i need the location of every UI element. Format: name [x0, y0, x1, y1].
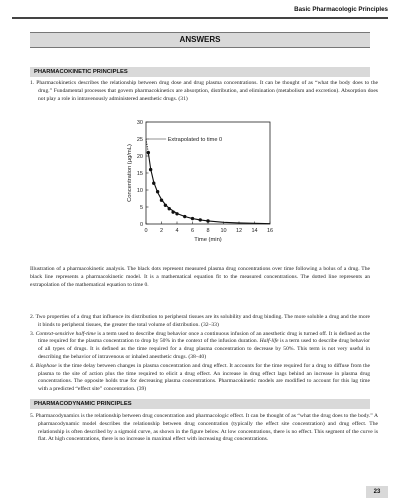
x-tick-label: 8: [206, 228, 210, 234]
measured-point: [152, 182, 155, 185]
y-axis-label: Concentration (µg/mL): [127, 144, 133, 202]
measured-point: [206, 219, 209, 222]
measured-point: [156, 190, 159, 193]
answer-1: 1. Pharmacokinetics describes the relationship between drug dose and drug plasma concentrations. It can be thought of as “what the body does to the drug.” Fundamental processes that govern pharmacokinetics are absorption, distribution, and elimination (metabolism and excretion). Absorption does not play a role in intravenously administered anesthetic drugs. (31): [30, 80, 378, 102]
answer-3-text-b: is a term used to describe drug behavior of all types of drugs. It is defined as the time required for a drug plasma concentration to decrease by 50%. This term is not very useful in describing the behavior of intravenous or inhaled anesthetic drugs. (38–40): [38, 338, 371, 360]
x-tick-label: 16: [266, 228, 274, 234]
x-tick-label: 12: [235, 228, 243, 234]
chart-svg: [98, 116, 298, 254]
answer-5: 5. Pharmacodynamics is the relationship between drug concentration and pharmacologic effect. It can be thought of as “what the drug does to the body.” A pharmacodynamic model describes the relationship between drug concentration (typically the effect site concentration) and drug effect. The relationship is often described by a sigmoid curve, as shown in the figure below. At low concentrations, there is no effect. This segment of the curve is flat. At high concentrations, there is no increase in maximal effect with increasing drug concentrations.: [30, 413, 378, 443]
term-context-sensitive-half-time: Context-sensitive half-time: [35, 330, 96, 337]
answers-heading: ANSWERS: [30, 32, 370, 48]
annotation-label: Extrapolated to time 0: [167, 137, 223, 143]
measured-point: [147, 151, 150, 154]
answer-4-text: is the time delay between changes in plasma concentration and drug effect. It accounts for the time required for a drug to diffuse from the plasma to the site of action plus the time required to elicit a drug effect. An increase in drug effect lags behind an increase in plasma drug concentrations. The opposite holds true for decreasing plasma concentrations. Pharmacokinetic models are modified to account for this lag time with a predicted “effect site” concentration. (39): [38, 362, 370, 393]
answer-3: [30, 331, 370, 362]
y-tick-label: 30: [136, 120, 143, 126]
answer-3-number: 3.: [30, 330, 36, 337]
measured-point: [183, 215, 186, 218]
page-number: 23: [366, 486, 388, 498]
x-tick-label: 6: [190, 228, 195, 234]
x-tick-label: 0: [144, 228, 148, 234]
y-tick-label: 5: [139, 205, 143, 211]
y-tick-label: 25: [136, 137, 143, 143]
y-tick-label: 20: [136, 154, 143, 160]
x-tick-label: 2: [159, 228, 164, 234]
header-rule: [12, 17, 388, 19]
figure-caption: Illustration of a pharmacokinetic analysis. The black dots represent measured plasma drug concentrations over time following a bolus of a drug. The black line represents a pharmacokinetic model. It is a mathematical equation fit to the measured concentrations. The dotted line represents an extrapolation of the mathematical equation to time 0.: [30, 266, 370, 288]
measured-point: [171, 210, 174, 213]
term-half-life: Half-life: [259, 338, 279, 345]
measured-point: [168, 207, 171, 210]
answer-3-text-a: is a term used to describe drug behavior once a continuous infusion of an anesthetic drug is turned off. It is defined as the time required for the plasma concentration to drop by 50% in the context of the infusion duration.: [38, 330, 370, 345]
x-tick-label: 14: [251, 228, 258, 234]
measured-point: [191, 217, 194, 220]
x-tick-label: 4: [175, 228, 179, 234]
section-heading-pharmacokinetic: PHARMACOKINETIC PRINCIPLES: [30, 67, 370, 77]
answer-4: [30, 363, 370, 394]
answer-list: [30, 314, 370, 394]
y-tick-label: 0: [139, 222, 143, 228]
measured-point: [199, 218, 202, 221]
answer-4-number: 4.: [30, 362, 36, 369]
x-tick-label: 10: [220, 228, 227, 234]
pharmacokinetic-chart: [98, 116, 298, 254]
section-heading-pharmacodynamic: PHARMACODYNAMIC PRINCIPLES: [30, 399, 370, 409]
term-biophase: Biophase: [35, 362, 57, 369]
y-tick-label: 15: [136, 171, 143, 177]
y-tick-label: 10: [136, 188, 143, 194]
model-curve-line: [148, 153, 270, 224]
measured-point: [164, 204, 167, 207]
running-head: Basic Pharmacologic Principles: [294, 6, 388, 13]
measured-point: [160, 199, 163, 202]
x-axis-label: Time (min): [194, 237, 222, 243]
answer-2: 2. Two properties of a drug that influence its distribution to peripheral tissues are its solubility and drug binding. The more soluble a drug and the more it binds to peripheral tissues, the greater the total volume of distribution. (32–33): [30, 314, 370, 328]
measured-point: [175, 212, 178, 215]
measured-point: [149, 168, 152, 171]
